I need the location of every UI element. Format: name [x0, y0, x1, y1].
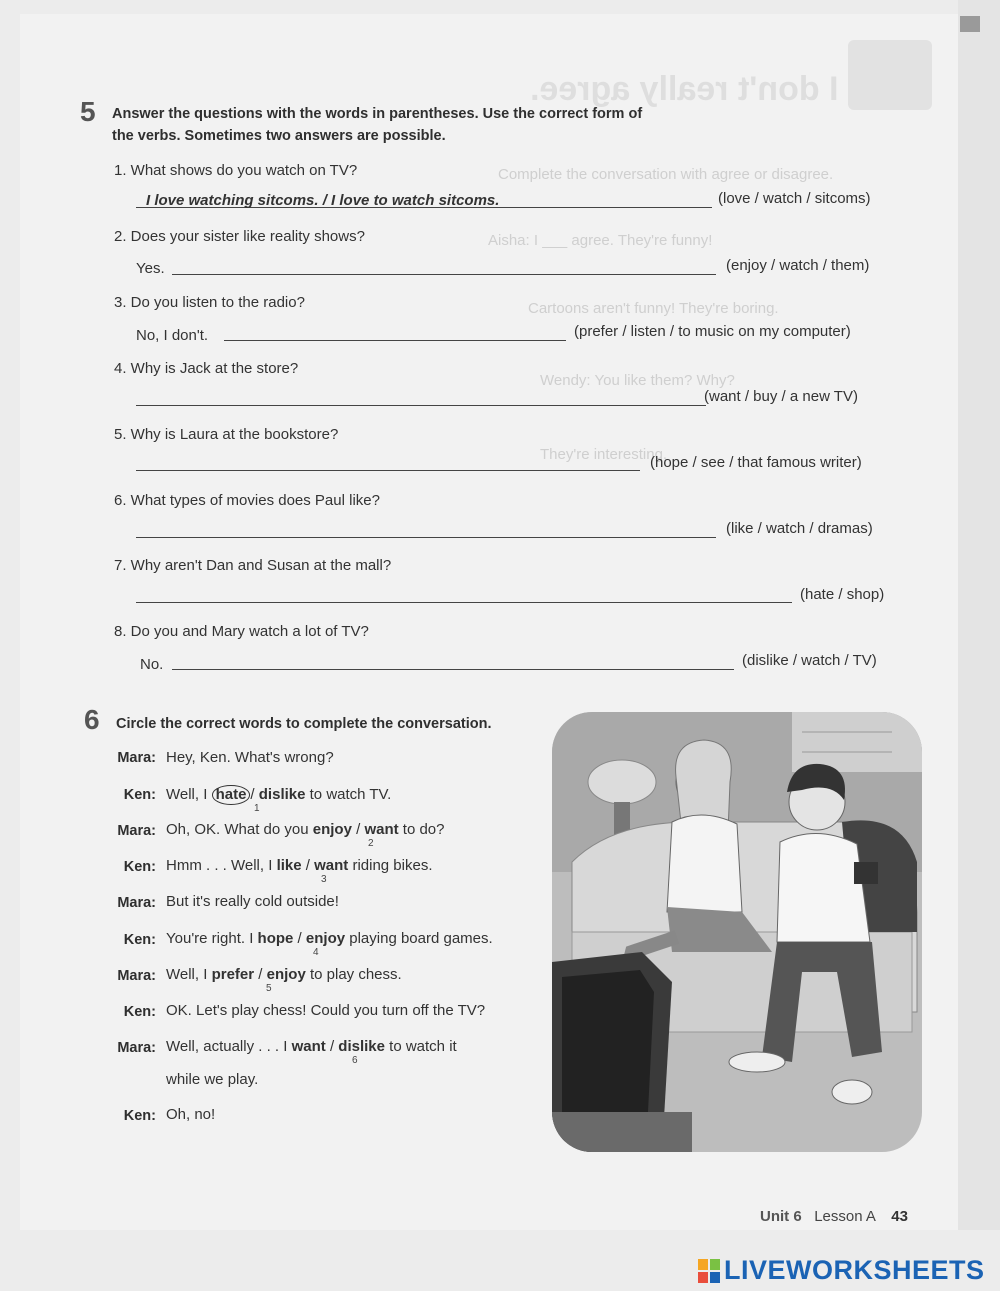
answer-prefix-8: No. [140, 656, 164, 673]
choice-option[interactable]: enjoy [266, 966, 306, 983]
ghost-line: Complete the conversation with agree or disagree. [498, 166, 834, 183]
choice-number: 5 [266, 983, 272, 994]
scan-edge [960, 16, 980, 32]
section-6-number: 6 [84, 704, 100, 735]
choice-option[interactable]: hope [257, 930, 294, 947]
question-2: 2. Does your sister like reality shows? [114, 228, 365, 245]
choice-option[interactable]: want [364, 821, 399, 838]
liveworksheets-logo-icon [698, 1259, 720, 1283]
hint-7: (hate / shop) [800, 586, 885, 603]
ghost-title: I don't really agree. [530, 70, 839, 108]
choice-option-selected[interactable]: hate [212, 785, 251, 805]
dialogue-line: Oh, OK. What do you enjoy / want to do? [166, 821, 445, 838]
choice-number: 4 [313, 947, 319, 958]
choice-number: 6 [352, 1055, 358, 1066]
speaker-label: Ken: [123, 859, 156, 875]
hint-1: (love / watch / sitcoms) [718, 190, 871, 207]
unit-label: Unit 6 [760, 1208, 802, 1225]
speaker-label: Mara: [117, 1040, 156, 1056]
choice-number: 1 [254, 803, 260, 814]
question-7: 7. Why aren't Dan and Susan at the mall? [114, 557, 392, 574]
speaker-label: Ken: [123, 787, 156, 803]
choice-option[interactable]: want [314, 857, 349, 874]
answer-line-6[interactable] [136, 537, 716, 538]
choice-option[interactable]: dislike [258, 786, 306, 803]
speaker-label: Mara: [117, 823, 156, 839]
dialogue-line: But it's really cold outside! [166, 893, 339, 910]
answer-line-5[interactable] [136, 470, 640, 471]
dialogue-line: Well, I prefer / enjoy to play chess. [166, 966, 402, 983]
question-3: 3. Do you listen to the radio? [114, 294, 305, 311]
ghost-line: Wendy: You like them? Why? [540, 372, 735, 389]
choice-option[interactable]: like [276, 857, 302, 874]
choice-option[interactable]: enjoy [312, 821, 352, 838]
choice-option[interactable]: dislike [338, 1038, 385, 1055]
answer-line-3[interactable] [224, 340, 566, 341]
speaker-label: Ken: [123, 1108, 156, 1124]
dialogue-line: Hmm . . . Well, I like / want riding bikes. [166, 857, 433, 874]
choice-number: 2 [368, 838, 374, 849]
section-5-number: 5 [80, 96, 96, 127]
answer-prefix-2: Yes. [136, 260, 165, 277]
choice-number: 3 [321, 874, 327, 885]
speaker-label: Ken: [123, 1004, 156, 1020]
hint-2: (enjoy / watch / them) [726, 257, 870, 274]
question-5: 5. Why is Laura at the bookstore? [114, 426, 339, 443]
answer-line-7[interactable] [136, 602, 792, 603]
question-6: 6. What types of movies does Paul like? [114, 492, 380, 509]
answer-line-2[interactable] [172, 274, 716, 275]
ghost-line: They're interesting. [540, 446, 668, 463]
lesson-label: Lesson A [814, 1208, 876, 1225]
section-5-instructions-line2: the verbs. Sometimes two answers are possible. [112, 128, 446, 144]
dialogue-line: OK. Let's play chess! Could you turn off the TV? [166, 1002, 486, 1019]
question-4: 4. Why is Jack at the store? [114, 360, 299, 377]
dialogue-line: Well, actually . . . I want / dislike to watch it [166, 1038, 457, 1055]
hint-6: (like / watch / dramas) [726, 520, 873, 537]
dialogue-line: Well, I hate / dislike to watch TV. [166, 786, 392, 803]
dialogue-line: while we play. [166, 1071, 259, 1088]
hint-8: (dislike / watch / TV) [742, 652, 877, 669]
question-1: 1. What shows do you watch on TV? [114, 162, 358, 179]
ghost-line: Aisha: I ___ agree. They're funny! [488, 232, 713, 249]
speaker-label: Mara: [117, 968, 156, 984]
hint-5: (hope / see / that famous writer) [650, 454, 862, 471]
page-footer [760, 1208, 908, 1225]
answer-line-4[interactable] [136, 405, 706, 406]
dialogue-line: You're right. I hope / enjoy playing board games. [166, 930, 493, 947]
speaker-label: Ken: [123, 932, 156, 948]
choice-option[interactable]: enjoy [305, 930, 346, 947]
page-shadow [958, 0, 1000, 1230]
ghost-line: Cartoons aren't funny! They're boring. [528, 300, 779, 317]
question-8: 8. Do you and Mary watch a lot of TV? [114, 623, 369, 640]
section-6-instructions: Circle the correct words to complete the conversation. [116, 716, 492, 732]
speaker-label: Mara: [117, 750, 156, 766]
choice-option[interactable]: prefer [211, 966, 255, 983]
dialogue-line: Hey, Ken. What's wrong? [166, 749, 334, 766]
hint-3: (prefer / listen / to music on my computer) [574, 323, 851, 340]
answer-prefix-3: No, I don't. [136, 327, 209, 344]
page-number: 43 [891, 1208, 908, 1225]
couple-watching-tv-illustration [552, 712, 922, 1152]
dialogue-line: Oh, no! [166, 1106, 216, 1123]
example-answer: I love watching sitcoms. / I love to watch sitcoms. [146, 192, 500, 209]
speaker-label: Mara: [117, 895, 156, 911]
answer-line-8[interactable] [172, 669, 734, 670]
ghost-box [848, 40, 932, 110]
liveworksheets-brand: LIVEWORKSHEETS [724, 1255, 985, 1285]
hint-4: (want / buy / a new TV) [704, 388, 858, 405]
section-5-instructions-line1: Answer the questions with the words in parentheses. Use the correct form of [112, 106, 643, 122]
choice-option[interactable]: want [291, 1038, 326, 1055]
